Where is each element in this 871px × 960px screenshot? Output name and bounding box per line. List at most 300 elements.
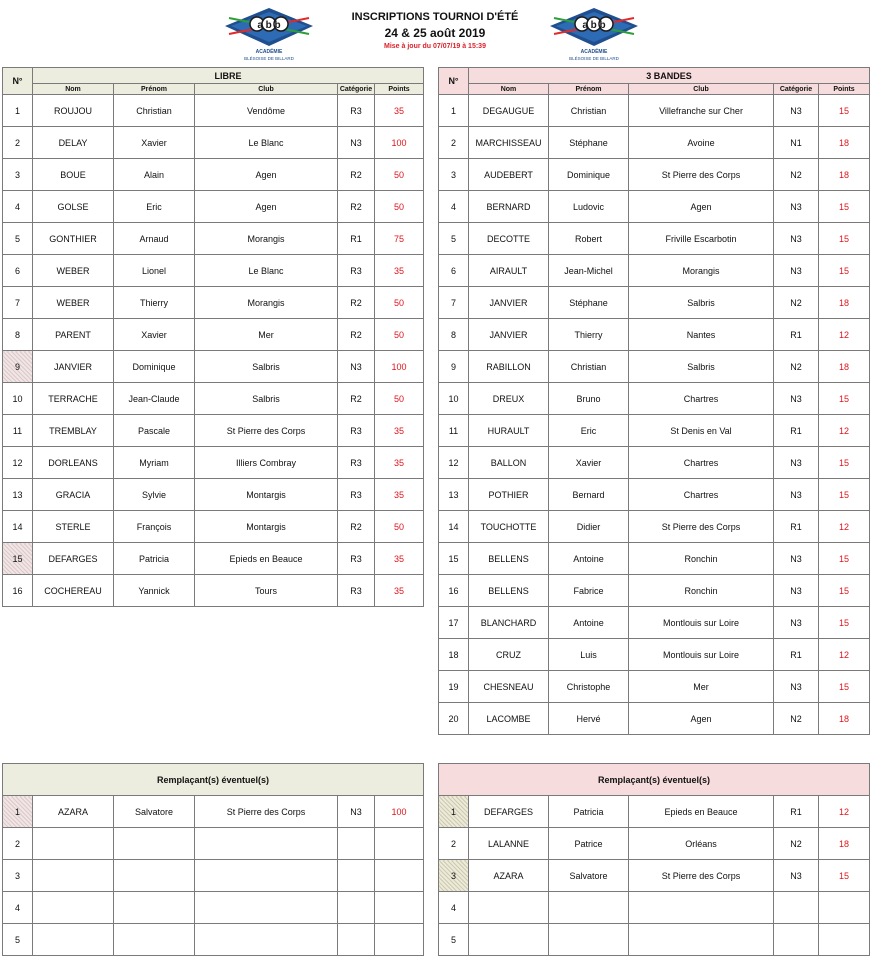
bandes-cell-club: Agen: [629, 703, 774, 735]
libre-cell-num: 16: [3, 575, 33, 607]
bandes-cell-club: St Pierre des Corps: [629, 511, 774, 543]
table-row: [3, 892, 424, 924]
bandes-cell-club: Friville Escarbotin: [629, 223, 774, 255]
table-row: [439, 511, 870, 543]
table-row: [3, 511, 424, 543]
bandes-cell-nom: BELLENS: [469, 575, 549, 607]
bandes-cell-nom: DEGAUGUE: [469, 95, 549, 127]
svg-text:a b b: a b b: [257, 20, 281, 31]
bandes-replacements-cell-club: St Pierre des Corps: [629, 860, 774, 892]
event-dates: 24 & 25 août 2019: [384, 26, 486, 40]
bandes-cell-points: 15: [819, 479, 870, 511]
table-row: [3, 159, 424, 191]
libre-cell-club: Morangis: [195, 223, 338, 255]
libre-replacements-cell-categorie: [338, 860, 375, 892]
bandes-col-nom: Nom: [469, 84, 549, 95]
libre-cell-nom: DELAY: [33, 127, 114, 159]
bandes-replacements-cell-prenom: Patrice: [549, 828, 629, 860]
libre-cell-points: 35: [375, 415, 424, 447]
libre-cell-prenom: Xavier: [114, 319, 195, 351]
bandes-title: 3 BANDES: [469, 68, 870, 84]
bandes-replacements-cell-points: [819, 892, 870, 924]
bandes-cell-nom: TOUCHOTTE: [469, 511, 549, 543]
table-row: [439, 127, 870, 159]
bandes-cell-prenom: Stéphane: [549, 127, 629, 159]
svg-text:ACADÉMIE: ACADÉMIE: [580, 49, 608, 55]
bandes-cell-nom: DECOTTE: [469, 223, 549, 255]
bandes-cell-nom: AUDEBERT: [469, 159, 549, 191]
bandes-cell-num: 5: [439, 223, 469, 255]
table-row: [3, 828, 424, 860]
libre-cell-num: 15: [3, 543, 33, 575]
libre-cell-prenom: Jean-Claude: [114, 383, 195, 415]
bandes-replacements-cell-points: 18: [819, 828, 870, 860]
bandes-cell-prenom: Thierry: [549, 319, 629, 351]
libre-cell-prenom: Dominique: [114, 351, 195, 383]
libre-cell-club: Tours: [195, 575, 338, 607]
libre-replacements-cell-points: 100: [375, 796, 424, 828]
bandes-cell-categorie: N3: [774, 447, 819, 479]
bandes-replacements-title: Remplaçant(s) éventuel(s): [439, 764, 870, 796]
bandes-cell-categorie: N3: [774, 607, 819, 639]
bandes-col-prenom: Prénom: [549, 84, 629, 95]
bandes-cell-num: 6: [439, 255, 469, 287]
bandes-cell-points: 12: [819, 639, 870, 671]
bandes-cell-prenom: Luis: [549, 639, 629, 671]
libre-cell-club: St Pierre des Corps: [195, 415, 338, 447]
libre-cell-num: 1: [3, 95, 33, 127]
table-row: [439, 319, 870, 351]
libre-cell-prenom: Alain: [114, 159, 195, 191]
bandes-cell-points: 15: [819, 543, 870, 575]
bandes-cell-club: Mer: [629, 671, 774, 703]
bandes-cell-prenom: Christian: [549, 351, 629, 383]
table-row: [3, 860, 424, 892]
libre-cell-club: Morangis: [195, 287, 338, 319]
bandes-cell-club: Avoine: [629, 127, 774, 159]
libre-cell-nom: DEFARGES: [33, 543, 114, 575]
bandes-cell-categorie: N3: [774, 671, 819, 703]
libre-cell-nom: COCHEREAU: [33, 575, 114, 607]
bandes-cell-categorie: R1: [774, 511, 819, 543]
libre-cell-prenom: Xavier: [114, 127, 195, 159]
libre-cell-num: 6: [3, 255, 33, 287]
bandes-cell-club: Montlouis sur Loire: [629, 607, 774, 639]
bandes-cell-num: 20: [439, 703, 469, 735]
bandes-cell-categorie: N2: [774, 351, 819, 383]
libre-cell-points: 100: [375, 127, 424, 159]
libre-replacements-cell-categorie: N3: [338, 796, 375, 828]
bandes-cell-num: 1: [439, 95, 469, 127]
bandes-col-club: Club: [629, 84, 774, 95]
table-row: [3, 191, 424, 223]
libre-replacements-cell-club: St Pierre des Corps: [195, 796, 338, 828]
table-row: [439, 703, 870, 735]
libre-cell-num: 9: [3, 351, 33, 383]
libre-replacements-cell-club: [195, 924, 338, 956]
page-header: [330, 10, 540, 52]
bandes-cell-categorie: N3: [774, 575, 819, 607]
last-updated: Mise à jour du 07/07/19 à 15:39: [384, 43, 486, 50]
bandes-num-header: N°: [439, 68, 469, 95]
academy-logo-left: [221, 4, 317, 66]
libre-replacements-table: [2, 763, 424, 956]
table-row: [3, 223, 424, 255]
svg-text:a b b: a b b: [582, 20, 606, 31]
table-row: [439, 447, 870, 479]
svg-text:ACADÉMIE: ACADÉMIE: [255, 49, 283, 55]
bandes-cell-nom: JANVIER: [469, 319, 549, 351]
libre-cell-num: 12: [3, 447, 33, 479]
bandes-cell-nom: AIRAULT: [469, 255, 549, 287]
libre-replacements-cell-nom: [33, 924, 114, 956]
libre-cell-nom: GOLSE: [33, 191, 114, 223]
bandes-replacements-cell-num: 4: [439, 892, 469, 924]
table-row: [3, 127, 424, 159]
bandes-cell-nom: CHESNEAU: [469, 671, 549, 703]
libre-cell-categorie: R3: [338, 95, 375, 127]
libre-cell-categorie: N3: [338, 127, 375, 159]
libre-cell-prenom: Thierry: [114, 287, 195, 319]
bandes-cell-num: 2: [439, 127, 469, 159]
bandes-cell-nom: MARCHISSEAU: [469, 127, 549, 159]
table-row: [439, 607, 870, 639]
table-row: [439, 543, 870, 575]
table-row: [3, 575, 424, 607]
bandes-cell-prenom: Bruno: [549, 383, 629, 415]
bandes-cell-club: St Pierre des Corps: [629, 159, 774, 191]
bandes-cell-num: 12: [439, 447, 469, 479]
libre-cell-club: Salbris: [195, 383, 338, 415]
bandes-replacements-cell-num: 1: [439, 796, 469, 828]
libre-cell-points: 50: [375, 159, 424, 191]
bandes-replacements-cell-categorie: [774, 924, 819, 956]
bandes-replacements-cell-points: 12: [819, 796, 870, 828]
bandes-cell-categorie: N3: [774, 223, 819, 255]
libre-replacements-cell-num: 5: [3, 924, 33, 956]
libre-cell-club: Illiers Combray: [195, 447, 338, 479]
table-row: [3, 415, 424, 447]
bandes-cell-prenom: Christophe: [549, 671, 629, 703]
bandes-cell-categorie: N3: [774, 383, 819, 415]
bandes-cell-points: 15: [819, 383, 870, 415]
libre-col-prenom: Prénom: [114, 84, 195, 95]
table-row: [3, 95, 424, 127]
svg-text:BLÉSOISE DE BILLARD: BLÉSOISE DE BILLARD: [244, 56, 294, 61]
bandes-replacements-cell-club: Orléans: [629, 828, 774, 860]
libre-cell-num: 5: [3, 223, 33, 255]
bandes-replacements-cell-num: 2: [439, 828, 469, 860]
bandes-cell-club: Morangis: [629, 255, 774, 287]
bandes-cell-categorie: N3: [774, 479, 819, 511]
libre-cell-categorie: R2: [338, 287, 375, 319]
libre-cell-categorie: R2: [338, 383, 375, 415]
bandes-replacements-cell-nom: [469, 924, 549, 956]
bandes-cell-club: Chartres: [629, 447, 774, 479]
bandes-cell-prenom: Antoine: [549, 607, 629, 639]
svg-text:BLÉSOISE DE BILLARD: BLÉSOISE DE BILLARD: [569, 56, 619, 61]
libre-replacements-title: Remplaçant(s) éventuel(s): [3, 764, 424, 796]
bandes-table: [438, 67, 870, 735]
bandes-cell-points: 15: [819, 191, 870, 223]
bandes-cell-points: 15: [819, 671, 870, 703]
bandes-cell-nom: LACOMBE: [469, 703, 549, 735]
bandes-cell-num: 15: [439, 543, 469, 575]
bandes-replacements-cell-num: 3: [439, 860, 469, 892]
bandes-cell-club: Agen: [629, 191, 774, 223]
libre-cell-num: 11: [3, 415, 33, 447]
libre-cell-club: Montargis: [195, 511, 338, 543]
bandes-cell-categorie: R1: [774, 319, 819, 351]
libre-cell-prenom: Arnaud: [114, 223, 195, 255]
bandes-cell-categorie: N3: [774, 543, 819, 575]
bandes-cell-nom: BLANCHARD: [469, 607, 549, 639]
libre-replacements-cell-prenom: Salvatore: [114, 796, 195, 828]
libre-cell-categorie: R3: [338, 255, 375, 287]
bandes-cell-prenom: Fabrice: [549, 575, 629, 607]
libre-cell-nom: PARENT: [33, 319, 114, 351]
table-row: [3, 796, 424, 828]
libre-cell-num: 13: [3, 479, 33, 511]
table-row: [439, 159, 870, 191]
libre-cell-nom: ROUJOU: [33, 95, 114, 127]
libre-replacements-cell-num: 3: [3, 860, 33, 892]
libre-replacements-cell-points: [375, 828, 424, 860]
libre-cell-club: Mer: [195, 319, 338, 351]
bandes-cell-num: 16: [439, 575, 469, 607]
bandes-cell-prenom: Eric: [549, 415, 629, 447]
bandes-cell-nom: BELLENS: [469, 543, 549, 575]
libre-replacements-cell-categorie: [338, 892, 375, 924]
bandes-cell-categorie: N2: [774, 287, 819, 319]
bandes-cell-categorie: N3: [774, 191, 819, 223]
libre-cell-num: 7: [3, 287, 33, 319]
libre-title: LIBRE: [33, 68, 424, 84]
bandes-cell-club: Nantes: [629, 319, 774, 351]
libre-cell-club: Montargis: [195, 479, 338, 511]
table-row: [439, 671, 870, 703]
libre-cell-prenom: Lionel: [114, 255, 195, 287]
libre-table: [2, 67, 424, 607]
bandes-cell-prenom: Xavier: [549, 447, 629, 479]
bandes-cell-prenom: Ludovic: [549, 191, 629, 223]
bandes-replacements-cell-nom: LALANNE: [469, 828, 549, 860]
table-row: [439, 223, 870, 255]
bandes-cell-num: 10: [439, 383, 469, 415]
table-row: [3, 319, 424, 351]
libre-cell-categorie: R3: [338, 479, 375, 511]
libre-cell-num: 3: [3, 159, 33, 191]
bandes-replacements-cell-points: [819, 924, 870, 956]
table-row: [3, 351, 424, 383]
libre-cell-club: Salbris: [195, 351, 338, 383]
table-row: [439, 383, 870, 415]
table-row: [3, 255, 424, 287]
bandes-cell-prenom: Stéphane: [549, 287, 629, 319]
table-row: [3, 447, 424, 479]
bandes-cell-points: 15: [819, 223, 870, 255]
bandes-cell-prenom: Dominique: [549, 159, 629, 191]
libre-col-nom: Nom: [33, 84, 114, 95]
bandes-cell-nom: CRUZ: [469, 639, 549, 671]
libre-col-categorie: Catégorie: [338, 84, 375, 95]
libre-cell-prenom: Sylvie: [114, 479, 195, 511]
libre-cell-points: 50: [375, 511, 424, 543]
bandes-cell-prenom: Bernard: [549, 479, 629, 511]
academy-logo-right: [546, 4, 642, 66]
libre-cell-nom: TERRACHE: [33, 383, 114, 415]
bandes-cell-num: 11: [439, 415, 469, 447]
bandes-cell-club: Salbris: [629, 287, 774, 319]
libre-cell-points: 35: [375, 543, 424, 575]
libre-cell-num: 14: [3, 511, 33, 543]
libre-cell-categorie: R3: [338, 543, 375, 575]
bandes-cell-nom: BALLON: [469, 447, 549, 479]
libre-cell-prenom: François: [114, 511, 195, 543]
table-row: [439, 860, 870, 892]
libre-cell-nom: GONTHIER: [33, 223, 114, 255]
bandes-cell-points: 12: [819, 415, 870, 447]
libre-cell-prenom: Christian: [114, 95, 195, 127]
bandes-cell-prenom: Jean-Michel: [549, 255, 629, 287]
table-row: [3, 287, 424, 319]
table-row: [3, 383, 424, 415]
libre-col-club: Club: [195, 84, 338, 95]
libre-cell-club: Agen: [195, 191, 338, 223]
table-row: [439, 828, 870, 860]
libre-replacements-cell-prenom: [114, 860, 195, 892]
table-row: [439, 287, 870, 319]
bandes-replacements-cell-categorie: R1: [774, 796, 819, 828]
libre-cell-club: Epieds en Beauce: [195, 543, 338, 575]
libre-replacements-cell-num: 4: [3, 892, 33, 924]
libre-cell-club: Le Blanc: [195, 255, 338, 287]
table-row: [439, 95, 870, 127]
libre-cell-prenom: Pascale: [114, 415, 195, 447]
libre-cell-points: 50: [375, 287, 424, 319]
bandes-cell-points: 18: [819, 127, 870, 159]
bandes-cell-points: 15: [819, 95, 870, 127]
libre-replacements-cell-points: [375, 892, 424, 924]
libre-cell-nom: WEBER: [33, 287, 114, 319]
libre-cell-num: 2: [3, 127, 33, 159]
bandes-replacements-cell-categorie: N2: [774, 828, 819, 860]
bandes-cell-nom: RABILLON: [469, 351, 549, 383]
table-row: [439, 924, 870, 956]
libre-cell-categorie: R3: [338, 575, 375, 607]
libre-cell-nom: STERLE: [33, 511, 114, 543]
bandes-replacements-cell-prenom: Salvatore: [549, 860, 629, 892]
libre-cell-club: Agen: [195, 159, 338, 191]
bandes-cell-num: 9: [439, 351, 469, 383]
table-row: [439, 479, 870, 511]
libre-replacements-cell-club: [195, 828, 338, 860]
libre-replacements-cell-num: 1: [3, 796, 33, 828]
libre-replacements-cell-num: 2: [3, 828, 33, 860]
table-row: [439, 575, 870, 607]
libre-cell-prenom: Yannick: [114, 575, 195, 607]
libre-replacements-cell-nom: AZARA: [33, 796, 114, 828]
libre-col-points: Points: [375, 84, 424, 95]
libre-replacements-cell-nom: [33, 860, 114, 892]
libre-replacements-cell-prenom: [114, 828, 195, 860]
bandes-cell-prenom: Christian: [549, 95, 629, 127]
libre-cell-nom: DORLEANS: [33, 447, 114, 479]
bandes-cell-club: Chartres: [629, 383, 774, 415]
bandes-cell-num: 8: [439, 319, 469, 351]
bandes-cell-club: Ronchin: [629, 575, 774, 607]
bandes-replacements-cell-nom: DEFARGES: [469, 796, 549, 828]
bandes-cell-categorie: N2: [774, 703, 819, 735]
libre-cell-club: Vendôme: [195, 95, 338, 127]
libre-cell-categorie: R1: [338, 223, 375, 255]
bandes-cell-points: 12: [819, 511, 870, 543]
libre-replacements-cell-club: [195, 860, 338, 892]
bandes-cell-num: 19: [439, 671, 469, 703]
libre-cell-num: 4: [3, 191, 33, 223]
libre-cell-nom: GRACIA: [33, 479, 114, 511]
bandes-cell-categorie: N3: [774, 95, 819, 127]
bandes-cell-nom: JANVIER: [469, 287, 549, 319]
bandes-cell-num: 7: [439, 287, 469, 319]
libre-cell-points: 35: [375, 255, 424, 287]
bandes-cell-points: 18: [819, 351, 870, 383]
bandes-cell-points: 18: [819, 287, 870, 319]
bandes-cell-points: 15: [819, 447, 870, 479]
libre-num-header: N°: [3, 68, 33, 95]
bandes-cell-club: Montlouis sur Loire: [629, 639, 774, 671]
bandes-replacements-cell-categorie: [774, 892, 819, 924]
libre-cell-categorie: R2: [338, 511, 375, 543]
bandes-replacements-cell-prenom: [549, 892, 629, 924]
bandes-cell-nom: HURAULT: [469, 415, 549, 447]
bandes-cell-prenom: Didier: [549, 511, 629, 543]
libre-cell-nom: BOUE: [33, 159, 114, 191]
bandes-replacements-cell-num: 5: [439, 924, 469, 956]
bandes-cell-club: Ronchin: [629, 543, 774, 575]
bandes-cell-num: 4: [439, 191, 469, 223]
libre-cell-categorie: N3: [338, 351, 375, 383]
libre-cell-points: 75: [375, 223, 424, 255]
bandes-replacements-cell-points: 15: [819, 860, 870, 892]
bandes-replacements-cell-nom: [469, 892, 549, 924]
bandes-cell-categorie: R1: [774, 415, 819, 447]
table-row: [439, 351, 870, 383]
bandes-replacements-cell-nom: AZARA: [469, 860, 549, 892]
bandes-cell-points: 15: [819, 575, 870, 607]
libre-cell-points: 100: [375, 351, 424, 383]
bandes-cell-num: 18: [439, 639, 469, 671]
bandes-replacements-cell-club: [629, 892, 774, 924]
libre-cell-club: Le Blanc: [195, 127, 338, 159]
libre-cell-points: 50: [375, 383, 424, 415]
libre-cell-prenom: Eric: [114, 191, 195, 223]
libre-cell-nom: WEBER: [33, 255, 114, 287]
libre-replacements-cell-nom: [33, 828, 114, 860]
bandes-cell-nom: BERNARD: [469, 191, 549, 223]
table-row: [439, 415, 870, 447]
bandes-cell-categorie: R1: [774, 639, 819, 671]
libre-cell-points: 35: [375, 447, 424, 479]
bandes-replacements-cell-club: [629, 924, 774, 956]
table-row: [3, 479, 424, 511]
bandes-cell-categorie: N2: [774, 159, 819, 191]
bandes-cell-categorie: N3: [774, 255, 819, 287]
libre-cell-points: 35: [375, 479, 424, 511]
bandes-cell-points: 12: [819, 319, 870, 351]
bandes-replacements-cell-prenom: [549, 924, 629, 956]
table-row: [3, 924, 424, 956]
